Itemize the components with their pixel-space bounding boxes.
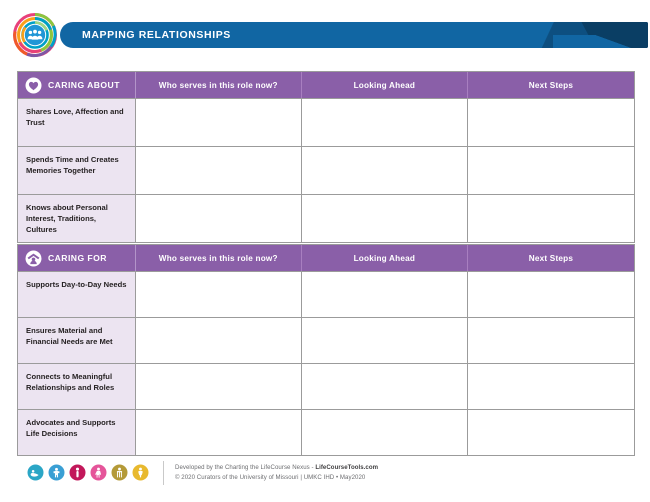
- cell-next-steps[interactable]: [468, 364, 634, 409]
- row-label: Advocates and Supports Life Decisions: [18, 410, 136, 455]
- life-stage-icon-3: [69, 464, 86, 481]
- cell-looking-ahead[interactable]: [302, 147, 468, 194]
- column-header-next-steps: Next Steps: [528, 80, 574, 90]
- column-header-looking-ahead: Looking Ahead: [302, 72, 468, 98]
- cell-looking-ahead[interactable]: [302, 318, 468, 363]
- column-header-next-steps: Next Steps: [528, 253, 574, 263]
- cell-who-serves[interactable]: [136, 272, 302, 317]
- cell-who-serves[interactable]: [136, 147, 302, 194]
- cell-who-serves[interactable]: [136, 318, 302, 363]
- cell-who-serves[interactable]: [136, 99, 302, 146]
- column-header-looking-ahead: Looking Ahead: [302, 245, 468, 271]
- life-stage-icon-row: [27, 464, 149, 481]
- row-label: Spends Time and Creates Memories Together: [18, 147, 136, 194]
- cell-next-steps[interactable]: [468, 147, 634, 194]
- cell-looking-ahead[interactable]: [302, 364, 468, 409]
- row-label: Connects to Meaningful Relationships and Roles: [18, 364, 136, 409]
- footer-credits: [175, 463, 378, 483]
- lifecourse-logo: [13, 12, 57, 58]
- table-row: [18, 409, 634, 455]
- footer-website-link[interactable]: LifeCourseTools.com: [315, 464, 379, 471]
- cell-looking-ahead[interactable]: [302, 99, 468, 146]
- life-stage-icon-5: [111, 464, 128, 481]
- cell-next-steps[interactable]: [468, 99, 634, 146]
- header-banner: [60, 22, 648, 48]
- life-stage-icon-2: [48, 464, 65, 481]
- row-label: Ensures Material and Financial Needs are Met: [18, 318, 136, 363]
- lifecourse-people-circle-logo-icon: [13, 12, 57, 58]
- cell-next-steps[interactable]: [468, 318, 634, 363]
- page-header: [0, 0, 650, 70]
- cell-looking-ahead[interactable]: [302, 195, 468, 242]
- footer-divider: [163, 461, 164, 485]
- life-stage-icon-1: [27, 464, 44, 481]
- caring-about-table: [17, 71, 635, 243]
- cell-next-steps[interactable]: [468, 195, 634, 242]
- cell-next-steps[interactable]: [468, 410, 634, 455]
- category-label: CARING ABOUT: [48, 80, 120, 90]
- category-header-caring-for: [18, 245, 136, 271]
- column-header-who-serves: Who serves in this role now?: [136, 245, 302, 271]
- cell-next-steps[interactable]: [468, 272, 634, 317]
- page-title: MAPPING RELATIONSHIPS: [82, 29, 231, 41]
- table-row: [18, 271, 634, 317]
- heart-icon: [25, 77, 42, 94]
- page-footer: [0, 458, 650, 502]
- category-label: CARING FOR: [48, 253, 107, 263]
- footer-line-1: [175, 463, 378, 473]
- column-header-who-serves: Who serves in this role now?: [136, 72, 302, 98]
- table-row: [18, 363, 634, 409]
- footer-line-2: © 2020 Curators of the University of Missouri | UMKC IHD • May2020: [175, 473, 366, 481]
- cell-who-serves[interactable]: [136, 195, 302, 242]
- table-row: [18, 146, 634, 194]
- table-row: [18, 317, 634, 363]
- cell-looking-ahead[interactable]: [302, 410, 468, 455]
- category-header-caring-about: [18, 72, 136, 98]
- life-stage-icon-4: [90, 464, 107, 481]
- table-row: [18, 194, 634, 242]
- person-under-roof-icon: [25, 250, 42, 267]
- row-label: Shares Love, Affection and Trust: [18, 99, 136, 146]
- row-label: Knows about Personal Interest, Traditions, Cultures: [18, 195, 136, 242]
- table-header-row: [18, 72, 634, 98]
- life-stage-icon-6: [132, 464, 149, 481]
- footer-developed-by: Developed by the Charting the LifeCourse Nexus -: [175, 464, 316, 471]
- table-header-row: [18, 245, 634, 271]
- row-label: Supports Day-to-Day Needs: [18, 272, 136, 317]
- cell-who-serves[interactable]: [136, 410, 302, 455]
- table-row: [18, 98, 634, 146]
- cell-looking-ahead[interactable]: [302, 272, 468, 317]
- banner-facet-c: [553, 35, 648, 48]
- caring-for-table: [17, 244, 635, 456]
- cell-who-serves[interactable]: [136, 364, 302, 409]
